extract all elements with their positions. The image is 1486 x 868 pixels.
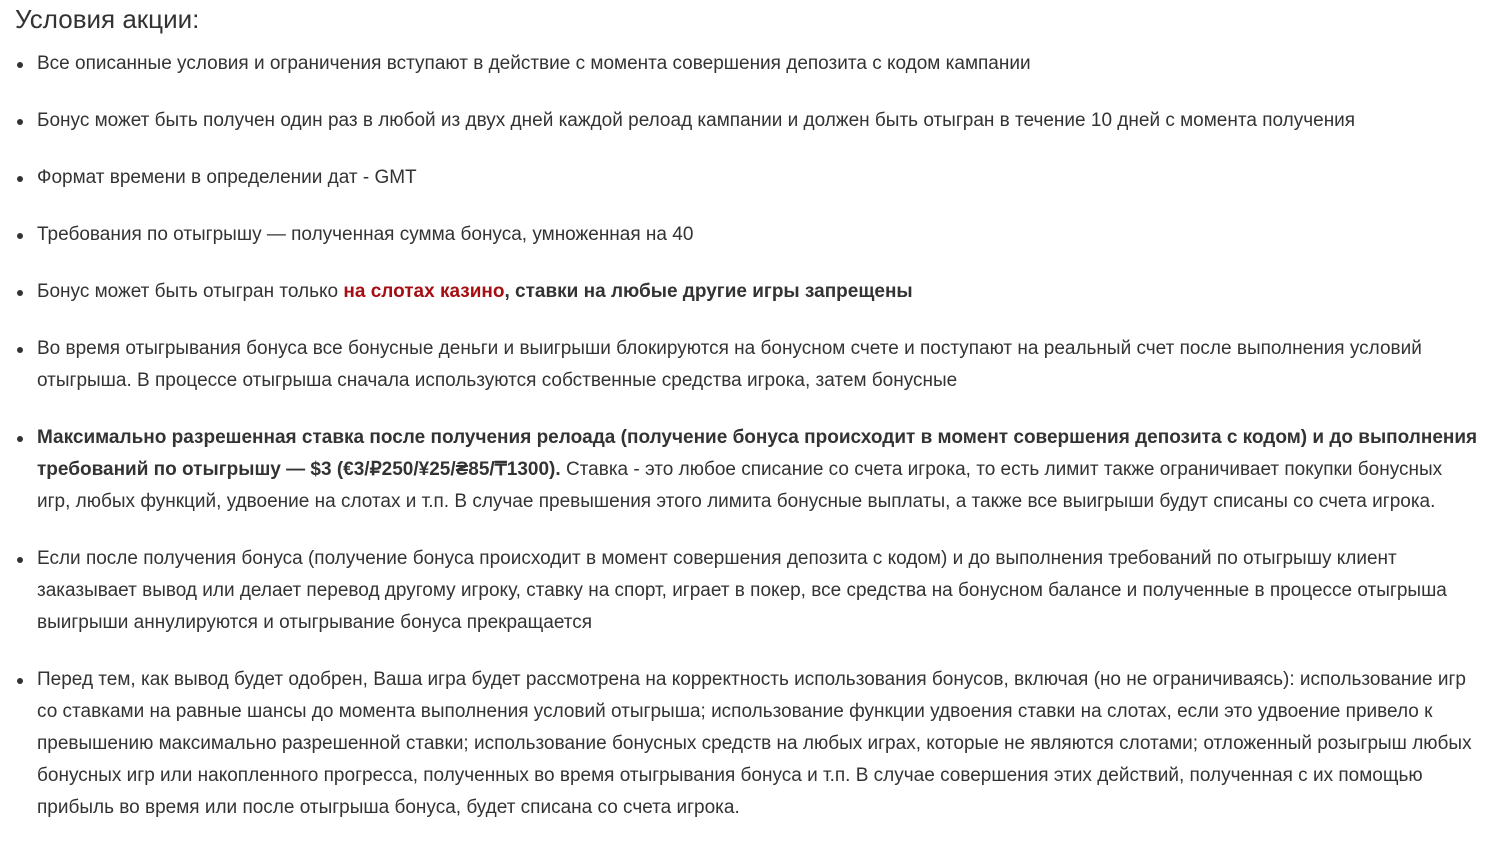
term-text: Если после получения бонуса (получение бонуса происходит в момент совершения депозита с кодом) и до выполнения требований по отыгрышу клиент заказывает вывод или делает перевод другому игроку, ставку на спорт, играет в покер, все средства на бонусном балансе и полученные в процессе отыгрыша выигрыши аннулируются и отыгрывание бонуса прекращается bbox=[37, 548, 1447, 633]
term-item-4 bbox=[0, 219, 1486, 251]
term-text: Формат времени в определении дат - GMT bbox=[37, 167, 417, 188]
term-text: Бонус может быть получен один раз в любой из двух дней каждой релоад кампании и должен быть отыгран в течение 10 дней с момента получения bbox=[37, 110, 1356, 131]
term-item-6 bbox=[0, 333, 1486, 397]
term-item-2 bbox=[0, 105, 1486, 137]
term-item-1 bbox=[0, 48, 1486, 80]
term-item-3 bbox=[0, 162, 1486, 194]
term-text: Требования по отыгрышу — полученная сумма бонуса, умноженная на 40 bbox=[37, 224, 694, 245]
term-text: Бонус может быть отыгран только bbox=[37, 281, 344, 302]
term-item-9 bbox=[0, 664, 1486, 824]
term-item-5 bbox=[0, 276, 1486, 308]
term-highlight: на слотах казино bbox=[343, 281, 505, 302]
terms-list bbox=[0, 48, 1486, 849]
term-text: Ставка - это любое списание со счета игрока, то есть лимит также ограничивает покупки бонусных игр, любых функций, удвоение на слотах и т.п. В случае превышения этого лимита бонусные выплаты, а также все выигрыши будут списаны со счета игрока. bbox=[37, 459, 1443, 512]
terms-heading: Условия акции: bbox=[15, 4, 200, 34]
term-item-7 bbox=[0, 422, 1486, 518]
term-text: Во время отыгрывания бонуса все бонусные деньги и выигрыши блокируются на бонусном счете и поступают на реальный счет после выполнения условий отыгрыша. В процессе отыгрыша сначала используются собственные средства игрока, затем бонусные bbox=[37, 338, 1422, 391]
term-text: Все описанные условия и ограничения вступают в действие с момента совершения депозита с кодом кампании bbox=[37, 53, 1031, 74]
term-bold-text: , ставки на любые другие игры запрещены bbox=[504, 281, 913, 302]
term-bold-text: Максимально разрешенная ставка после получения релоада (получение бонуса происходит в момент совершения депозита с кодом) и до выполнения требований по отыгрышу — $3 (€3/₽250/¥25/₴85/₸1300). bbox=[37, 427, 1478, 480]
term-item-8 bbox=[0, 543, 1486, 639]
term-text: Перед тем, как вывод будет одобрен, Ваша игра будет рассмотрена на корректность использования бонусов, включая (но не ограничиваясь): использование игр со ставками на равные шансы до момента выполнения условий отыгрыша; использование функции удвоения ставки на слотах, если это удвоение привело к превышению максимально разрешенной ставки; использование бонусных средств на любых играх, которые не являются слотами; отложенный розыгрыш любых бонусных игр или накопленного прогресса, полученных во время отыгрывания бонуса и т.п. В случае совершения этих действий, полученная с их помощью прибыль во время или после отыгрыша бонуса, будет списана со счета игрока. bbox=[37, 669, 1472, 818]
